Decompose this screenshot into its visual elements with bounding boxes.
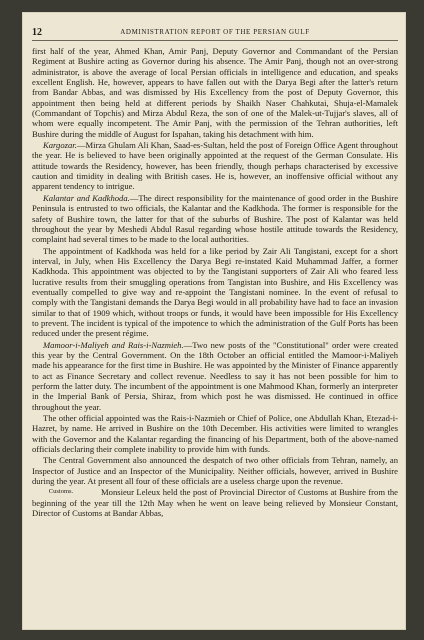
paragraph-police: The other official appointed was the Rais-i-Nazmieh or Chief of Police, one Abdullah Khan, Etezad-i-Hazret, by name. He arrived in Bushire on the 10th December. His activities were limited to wrangles with the Governor and the Kalantar regarding the financing of his Department, both of the above-named officials declaring their complete inability to provide him with funds. [32, 413, 398, 455]
paragraph-kargozar [32, 140, 398, 192]
subheading-mamoor: Mamoor-i-Maliyeh and Rais-i-Nazmieh. [43, 339, 184, 350]
paragraph-kadkhoda: The appointment of Kadkhoda was held for a like period by Zair Ali Tangistani, except for a short interval, in July, when His Excellency the Darya Begi re-instated Kaid Muhammad Jaffer, a former Kadkhoda. This appointment was objected to by the Tangistani supporters of Zair Ali who feared less lucrative results from their smuggling operations from Tangistan into Bushire, and His Excellency was eventually compelled to give way and re-appoint the Tangistani nominee. In the event of refusal to comply with the Tangistani demands the Darya Begi would in all probability have had to face an invasion similar to that of 1909 which, without troops or funds, it would have been impossible for His Excellency to prevent. The incident is typical of the impotence to which the administration of the Gulf Ports has been reduced under the present régime. [32, 245, 398, 339]
paragraph-governor: first half of the year, Ahmed Khan, Amir Panj, Deputy Governor and Commandant of the Persian Regiment at Bushire acting as Governor during his absence. The Amir Panj, though not an over-strong administrator, is above the average of local Persian officials in intelligence and education, and speaks excellent English. He, however, appears to have fallen out with the Darya Begi after the latter's return from Bandar Abbas, and was dismissed by His Excellency from the post of Deputy Governor, this appointment then being held at different periods by Shaikh Naser Chahkutai, Shuja-el-Mamalek (Commandant of Topchis) and Mirza Abdul Reza, the son of one of the Malek-ut-Tujjar's slaves, all of whom were equally incompetent. The Amir Panj, with the permission of the Tehran authorities, left Bushire during the middle of August for Ispahan, taking his detachment with him. [32, 46, 398, 139]
margin-note-customs: Customs. [48, 488, 74, 496]
subheading-kalantar: Kalantar and Kadkhoda. [43, 192, 130, 203]
paragraph-customs [32, 487, 398, 518]
paragraph-kalantar-text: —The direct responsibility for the maintenance of good order in the Bushire Peninsula is entrusted to two officials, the Kalantar and the Kadkhoda. The former is responsible for the safety of Bushire town, the latter for that of the suburbs of Bushire. The post of Kalantar was held throughout the year by Meshedi Abdul Rasul regarding whose hostile attitude towards the Residency, complaint had several times to be made to the local authorities. [32, 192, 399, 245]
paragraph-kalantar [32, 193, 398, 245]
report-body [32, 46, 398, 624]
paragraph-mamoor [32, 340, 398, 412]
paragraph-mamoor-text: —Two new posts of the "Constitutional" order were created this year by the Central Government. On the 18th October an official entitled the Mamoor-i-Maliyeh made his appearance for the first time in Bushire. He was appointed by the Minister of Finance apparently to act as Finance Secretary and collect revenue. Needless to say it has not been possible for him to perform the latter duty. The incumbent of the appointment is one Mahmood Khan, formerly an interpreter in the Imperial Bank of Persia, Shiraz, from which post he was dismissed. He continued in office throughout the year. [32, 339, 399, 412]
page-header [32, 28, 398, 41]
paragraph-kargozar-text: —Mirza Ghulam Ali Khan, Saad-es-Sultan, held the post of Foreign Office Agent throughout the year. He is believed to have been originally appointed at the request of the German Consulate. His attitude towards the Residency, however, has been friendly, though perhaps characterised by excessive caution and timidity in dealing with British cases. He is, however, an inoffensive official without any apparent tendency to intrigue. [32, 140, 398, 192]
paragraph-inspectors: The Central Government also announced the despatch of two other officials from Tehran, namely, an Inspector of Justice and an Inspector of the Municipality. Neither officials, however, arrived in Bushire during the year. At present all four of these officials are a useless charge upon the revenue. [32, 455, 398, 487]
subheading-kargozar: Kargozar. [43, 140, 77, 151]
paragraph-customs-text: Monsieur Leleux held the post of Provincial Director of Customs at Bushire from the beginning of the year till the 12th May when he went on leave being relieved by Monsieur Constant, Director of Customs at Bandar Abbas, [32, 487, 398, 519]
running-title: ADMINISTRATION REPORT OF THE PERSIAN GULF [120, 28, 310, 36]
page-number: 12 [32, 27, 42, 38]
report-page [22, 12, 406, 630]
